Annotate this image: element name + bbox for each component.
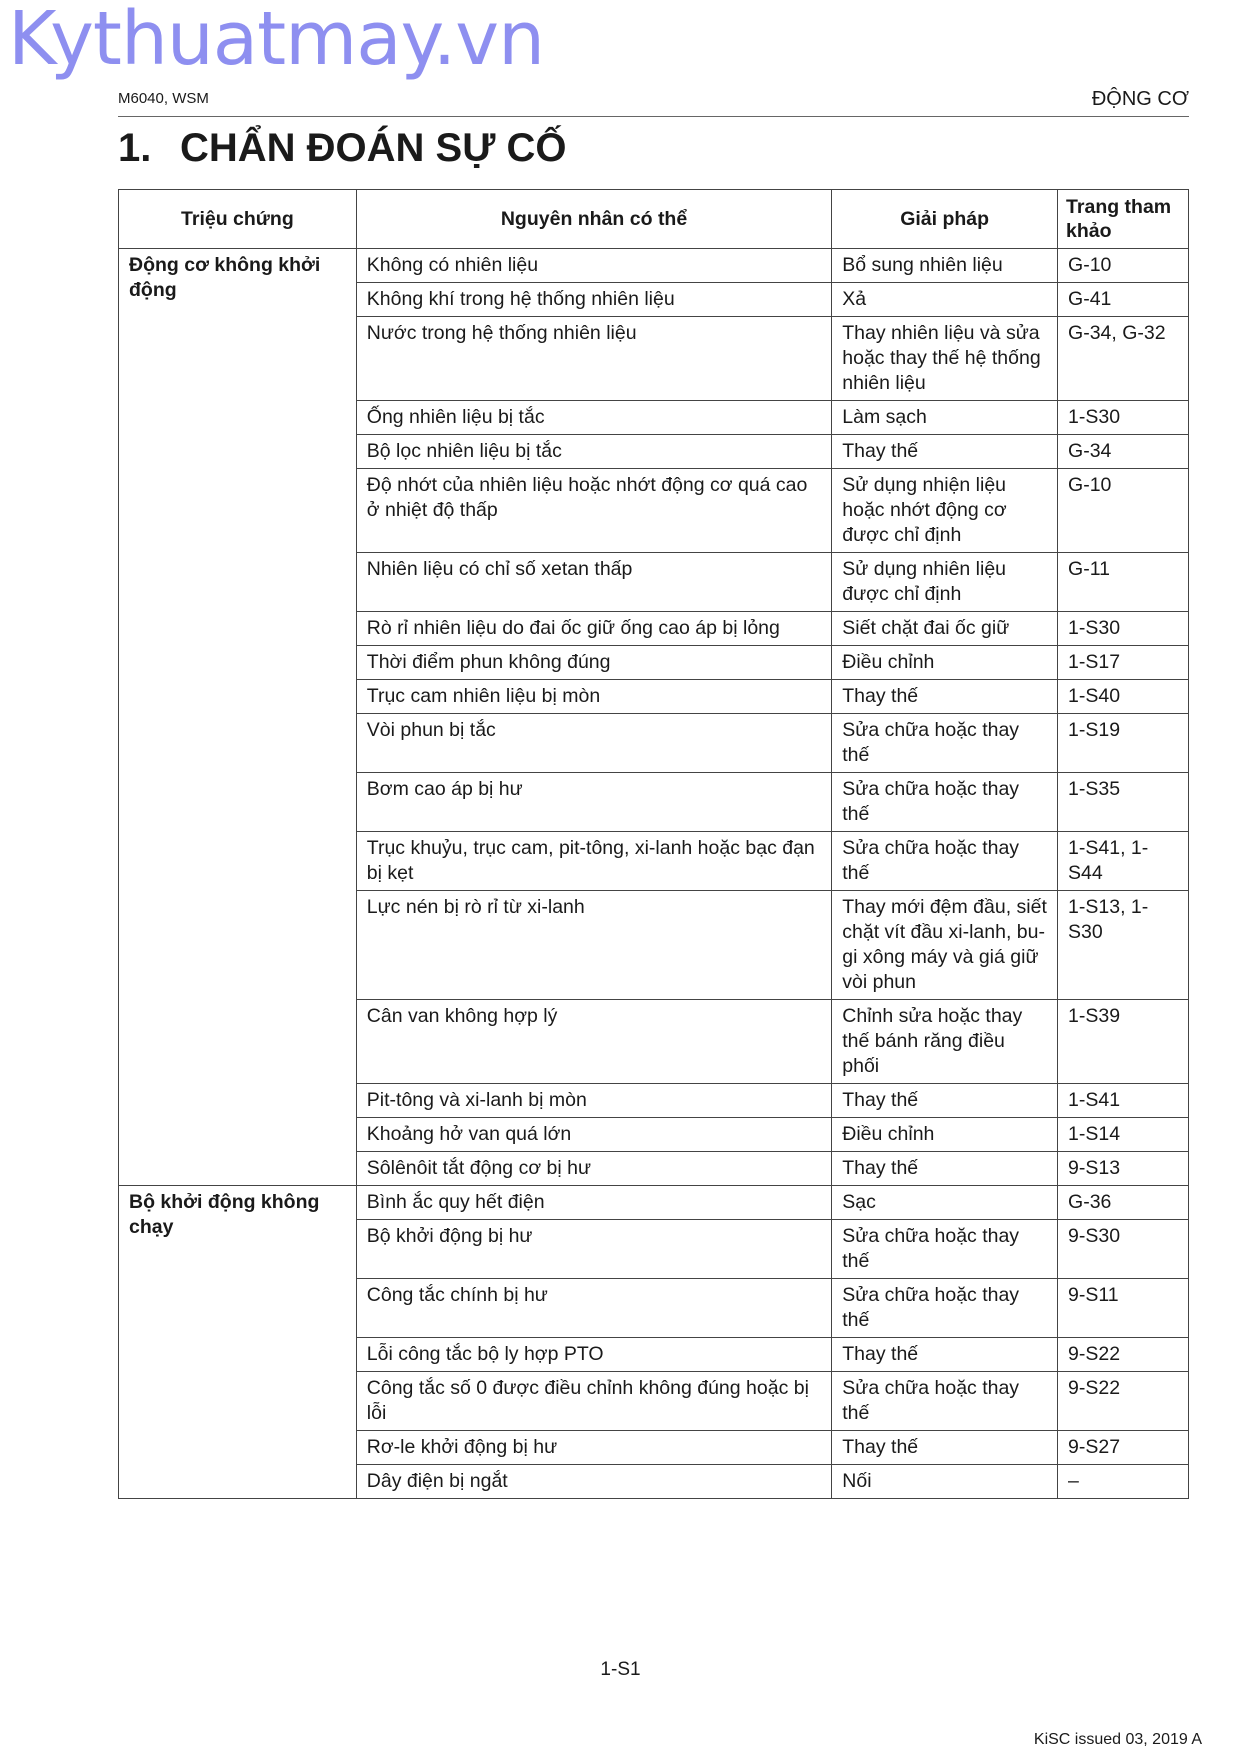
title-number: 1. xyxy=(118,126,152,170)
solution-cell: Nối xyxy=(832,1465,1058,1499)
cause-cell: Sôlênôit tắt động cơ bị hư xyxy=(356,1152,831,1186)
cause-cell: Bơm cao áp bị hư xyxy=(356,773,831,832)
cause-cell: Không khí trong hệ thống nhiên liệu xyxy=(356,283,831,317)
reference-cell: 9-S27 xyxy=(1058,1431,1189,1465)
cause-cell: Dây điện bị ngắt xyxy=(356,1465,831,1499)
reference-cell: 1-S30 xyxy=(1058,612,1189,646)
reference-cell: 9-S11 xyxy=(1058,1279,1189,1338)
solution-cell: Thay thế xyxy=(832,1431,1058,1465)
cause-cell: Nhiên liệu có chỉ số xetan thấp xyxy=(356,553,831,612)
solution-cell: Sửa chữa hoặc thay thế xyxy=(832,773,1058,832)
reference-cell: 1-S14 xyxy=(1058,1118,1189,1152)
page-number: 1-S1 xyxy=(600,1659,641,1680)
solution-cell: Siết chặt đai ốc giữ xyxy=(832,612,1058,646)
reference-cell: G-36 xyxy=(1058,1186,1189,1220)
reference-cell: 9-S22 xyxy=(1058,1372,1189,1431)
solution-cell: Làm sạch xyxy=(832,401,1058,435)
reference-cell: 9-S13 xyxy=(1058,1152,1189,1186)
reference-cell: 1-S39 xyxy=(1058,1000,1189,1084)
reference-cell: – xyxy=(1058,1465,1189,1499)
symptom-cell: Bộ khởi động không chạy xyxy=(119,1186,357,1499)
solution-cell: Bổ sung nhiên liệu xyxy=(832,249,1058,283)
reference-cell: 1-S30 xyxy=(1058,401,1189,435)
page-title xyxy=(118,126,567,170)
cause-cell: Công tắc số 0 được điều chỉnh không đúng hoặc bị lỗi xyxy=(356,1372,831,1431)
troubleshooting-table xyxy=(118,189,1189,1499)
cause-cell: Không có nhiên liệu xyxy=(356,249,831,283)
solution-cell: Chỉnh sửa hoặc thay thế bánh răng điều phối xyxy=(832,1000,1058,1084)
header-cause: Nguyên nhân có thể xyxy=(356,190,831,249)
reference-cell: 9-S30 xyxy=(1058,1220,1189,1279)
reference-cell: 9-S22 xyxy=(1058,1338,1189,1372)
solution-cell: Sửa chữa hoặc thay thế xyxy=(832,832,1058,891)
solution-cell: Thay thế xyxy=(832,1084,1058,1118)
solution-cell: Sử dụng nhiên liệu được chỉ định xyxy=(832,553,1058,612)
reference-cell: 1-S17 xyxy=(1058,646,1189,680)
cause-cell: Vòi phun bị tắc xyxy=(356,714,831,773)
solution-cell: Thay thế xyxy=(832,1152,1058,1186)
section-name: ĐỘNG CƠ xyxy=(1091,88,1189,110)
reference-cell: G-10 xyxy=(1058,249,1189,283)
header-symptom: Triệu chứng xyxy=(119,190,357,249)
manual-code: M6040, WSM xyxy=(118,90,209,107)
reference-cell: G-10 xyxy=(1058,469,1189,553)
reference-cell: 1-S35 xyxy=(1058,773,1189,832)
reference-cell: 1-S19 xyxy=(1058,714,1189,773)
reference-cell: G-34, G-32 xyxy=(1058,317,1189,401)
cause-cell: Bộ khởi động bị hư xyxy=(356,1220,831,1279)
symptom-cell: Động cơ không khởi động xyxy=(119,249,357,1186)
solution-cell: Thay mới đệm đầu, siết chặt vít đầu xi-lanh, bu-gi xông máy và giá giữ vòi phun xyxy=(832,891,1058,1000)
table-header-row xyxy=(119,190,1189,249)
header-solution: Giải pháp xyxy=(832,190,1058,249)
cause-cell: Lỗi công tắc bộ ly hợp PTO xyxy=(356,1338,831,1372)
cause-cell: Pit-tông và xi-lanh bị mòn xyxy=(356,1084,831,1118)
reference-cell: 1-S41, 1-S44 xyxy=(1058,832,1189,891)
header-reference: Trang tham khảo xyxy=(1058,190,1189,249)
solution-cell: Xả xyxy=(832,283,1058,317)
reference-cell: G-41 xyxy=(1058,283,1189,317)
cause-cell: Trục cam nhiên liệu bị mòn xyxy=(356,680,831,714)
solution-cell: Thay thế xyxy=(832,680,1058,714)
solution-cell: Điều chỉnh xyxy=(832,1118,1058,1152)
watermark: Kythuatmay.vn xyxy=(8,0,545,82)
reference-cell: G-11 xyxy=(1058,553,1189,612)
solution-cell: Sửa chữa hoặc thay thế xyxy=(832,714,1058,773)
reference-cell: G-34 xyxy=(1058,435,1189,469)
cause-cell: Rò rỉ nhiên liệu do đai ốc giữ ống cao áp bị lỏng xyxy=(356,612,831,646)
cause-cell: Độ nhớt của nhiên liệu hoặc nhớt động cơ quá cao ở nhiệt độ thấp xyxy=(356,469,831,553)
table-row xyxy=(119,249,1189,283)
cause-cell: Trục khuỷu, trục cam, pit-tông, xi-lanh hoặc bạc đạn bị kẹt xyxy=(356,832,831,891)
solution-cell: Thay thế xyxy=(832,1338,1058,1372)
solution-cell: Sửa chữa hoặc thay thế xyxy=(832,1220,1058,1279)
cause-cell: Rơ-le khởi động bị hư xyxy=(356,1431,831,1465)
solution-cell: Thay thế xyxy=(832,435,1058,469)
cause-cell: Nước trong hệ thống nhiên liệu xyxy=(356,317,831,401)
title-text: CHẨN ĐOÁN SỰ CỐ xyxy=(180,126,567,170)
cause-cell: Ống nhiên liệu bị tắc xyxy=(356,401,831,435)
cause-cell: Công tắc chính bị hư xyxy=(356,1279,831,1338)
table-body xyxy=(119,249,1189,1499)
solution-cell: Sửa chữa hoặc thay thế xyxy=(832,1279,1058,1338)
header-rule xyxy=(118,116,1189,117)
cause-cell: Thời điểm phun không đúng xyxy=(356,646,831,680)
cause-cell: Lực nén bị rò rỉ từ xi-lanh xyxy=(356,891,831,1000)
cause-cell: Khoảng hở van quá lớn xyxy=(356,1118,831,1152)
cause-cell: Bình ắc quy hết điện xyxy=(356,1186,831,1220)
cause-cell: Cân van không hợp lý xyxy=(356,1000,831,1084)
reference-cell: 1-S40 xyxy=(1058,680,1189,714)
table-row xyxy=(119,1186,1189,1220)
solution-cell: Điều chỉnh xyxy=(832,646,1058,680)
issue-info: KiSC issued 03, 2019 A xyxy=(1033,1731,1202,1748)
solution-cell: Sạc xyxy=(832,1186,1058,1220)
solution-cell: Sửa chữa hoặc thay thế xyxy=(832,1372,1058,1431)
solution-cell: Thay nhiên liệu và sửa hoặc thay thế hệ thống nhiên liệu xyxy=(832,317,1058,401)
cause-cell: Bộ lọc nhiên liệu bị tắc xyxy=(356,435,831,469)
solution-cell: Sử dụng nhiện liệu hoặc nhớt động cơ được chỉ định xyxy=(832,469,1058,553)
reference-cell: 1-S41 xyxy=(1058,1084,1189,1118)
reference-cell: 1-S13, 1-S30 xyxy=(1058,891,1189,1000)
